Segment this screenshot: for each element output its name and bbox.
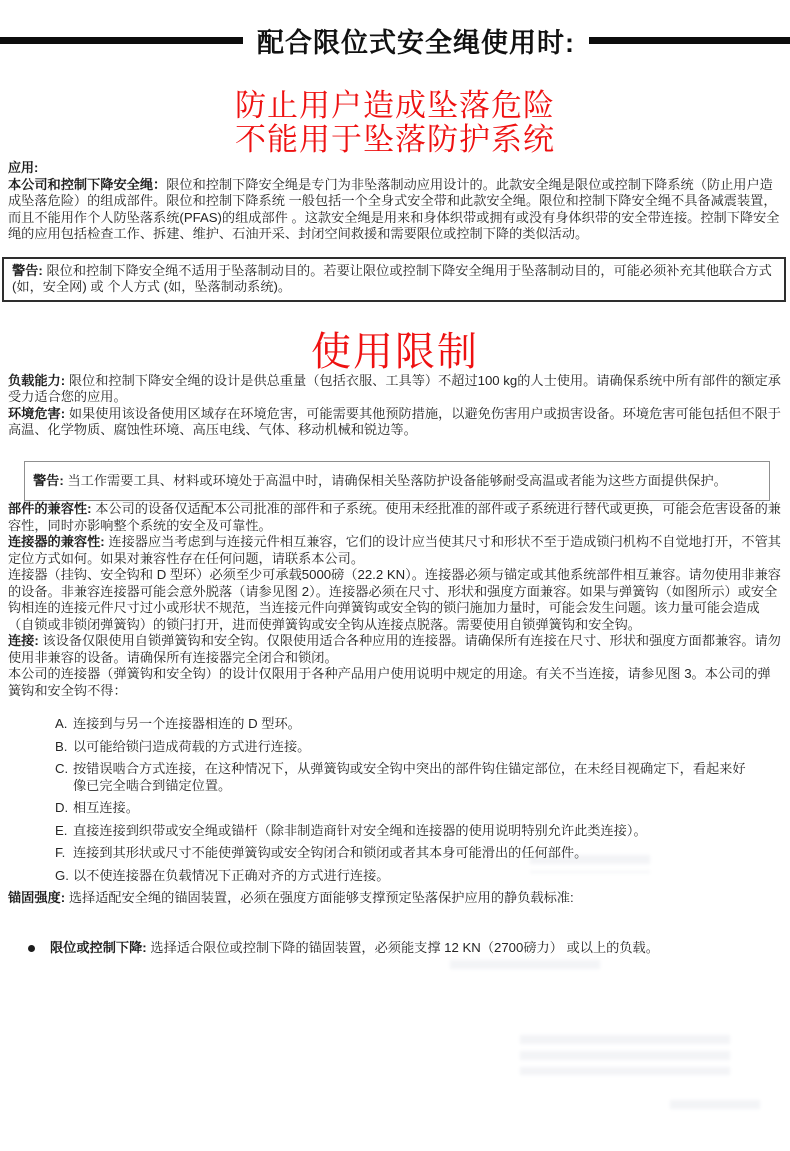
list-item [55, 739, 782, 756]
document-body [0, 160, 790, 956]
connection-paragraph [8, 633, 782, 666]
red-alert [0, 89, 790, 157]
anchorage-bullet-text: 选择适合限位或控制下降的锚固装置，必须能支撑 12 KN（2700磅力） 或以上的负载。 [150, 939, 659, 955]
prohibited-connections-list [55, 716, 782, 884]
list-item-letter: D. [55, 800, 69, 815]
red-alert-line1: 防止用户造成坠落危险 [235, 88, 555, 123]
warning-1-paragraph [12, 263, 776, 296]
page-header [0, 0, 790, 56]
component-compat-text: 本公司的设备仅适配本公司批准的部件和子系统。使用未经批准的部件或子系统进行替代或更换，可能会危害设备的兼容性，同时亦影响整个系统的安全及可靠性。 [8, 501, 781, 533]
list-item-text: 按错误啮合方式连接，在这种情况下，从弹簧钩或安全钩中突出的部件钩住锚定部位，在未经目视确定下，看起来好像已完全啮合到锚定位置。 [73, 761, 746, 793]
list-item-text: 以不使连接器在负载情况下正确对齐的方式进行连接。 [73, 867, 390, 883]
warning-box-1 [2, 257, 786, 302]
anchorage-bullet-paragraph [50, 940, 659, 957]
capacity-lead: 负载能力: [8, 372, 66, 388]
environment-lead: 环境危害: [8, 405, 66, 421]
list-item [55, 823, 782, 840]
list-item-letter: C. [55, 761, 69, 776]
connection-lead: 连接: [8, 633, 39, 648]
list-item [55, 761, 782, 794]
connector-compat-lead: 连接器的兼容性: [8, 534, 105, 549]
header-rule-left [0, 37, 243, 44]
list-item-letter: A. [55, 716, 68, 731]
header-rule-right [589, 37, 790, 44]
environment-text: 如果使用该设备使用区域存在环境危害，可能需要其他预防措施，以避免伤害用户或损害设备。环境危害可能包括但不限于高温、化学物质、腐蚀性环境、高压电线、气体、移动机械和锐边等。 [8, 405, 781, 437]
application-heading: 应用: [8, 160, 39, 175]
capacity-text: 限位和控制下降安全绳的设计是供总重量（包括衣服、工具等）不超过100 kg的人士使用。请确保系统中所有部件的额定承受力适合您的应用。 [8, 372, 781, 404]
application-paragraph [8, 177, 782, 243]
connector-compat-paragraph [8, 534, 782, 567]
connector-strength-paragraph: 连接器（挂钩、安全钩和 D 型环）必须至少可承载5000磅（22.2 KN）。连接器必须与锚定或其他系统部件相互兼容。请勿使用非兼容的设备。非兼容连接器可能会意外脱落（请参见图 2）。连接器必须在尺寸、形状和强度方面兼容。如果与弹簧钩（如图所示）或安全钩相连的连接元件尺寸过小或形状不规范，当连接元件向弹簧钩或安全钩的锁闩施加力量时，可能会发生问题。该力量可能会造成（自锁或非锁闭弹簧钩）的锁闩打开，进而使弹簧钩或安全钩从连接点脱落。需要使用自锁弹簧钩和安全钩。 [8, 567, 781, 632]
bleed-through-smudge [520, 1035, 730, 1075]
application-text: 限位和控制下降安全绳是专门为非坠落制动应用设计的。此款安全绳是限位或控制下降系统（防止用户造成坠落危险）的组成部件。限位和控制下降系统 一般包括一个全身式安全带和此款安全绳。限位和控制下降安全绳不具备减震装置，而且不能用作个人防坠落系统(PFAS)的组成部件 。这款安全绳是用来和身体织带或拥有或没有身体织带的安全带连接。控制下降安全绳的应用包括检查工作、拆建、维护、石油开采、封闭空间救援和需要限位或控制下降的类似活动。 [8, 176, 780, 241]
connector-compat-text: 连接器应当考虑到与连接元件相互兼容，它们的设计应当使其尺寸和形状不至于造成锁闩机构不自觉地打开，不管其定位方式如何。如果对兼容性存在任何问题，请联系本公司。 [8, 534, 781, 566]
list-item-letter: F. [55, 845, 66, 860]
anchorage-lead: 锚固强度: [8, 890, 66, 905]
anchorage-text: 选择适配安全绳的锚固装置，必须在强度方面能够支撑预定坠落保护应用的静负载标准: [68, 890, 574, 905]
warning-box-2 [24, 461, 770, 502]
application-lead: 本公司和控制下降安全绳： [8, 176, 167, 192]
warning-2-lead: 警告: [33, 472, 64, 488]
warning-1-lead: 警告: [12, 262, 43, 278]
bleed-through-smudge [670, 1100, 760, 1112]
anchorage-bullet-lead: 限位或控制下降: [50, 939, 147, 955]
bullet-icon [28, 945, 35, 952]
list-item-text: 连接到与另一个连接器相连的 D 型环。 [73, 716, 301, 731]
component-compat-paragraph [8, 501, 782, 534]
list-item-letter: G. [55, 867, 69, 883]
list-item [55, 800, 782, 817]
page-title: 配合限位式安全绳使用时: [257, 27, 575, 58]
list-item-text: 相互连接。 [73, 800, 139, 815]
bleed-through-smudge [450, 960, 600, 976]
list-item-text: 以可能给锁闩造成荷载的方式进行连接。 [73, 738, 311, 754]
list-item [55, 845, 782, 862]
list-item-text: 连接到其形状或尺寸不能使弹簧钩或安全钩闭合和锁闭或者其本身可能滑出的任何部件。 [73, 845, 588, 860]
list-item-letter: B. [55, 738, 68, 754]
anchorage-paragraph [8, 890, 782, 907]
connection-text: 该设备仅限使用自锁弹簧钩和安全钩。仅限使用适合各种应用的连接器。请确保所有连接在尺寸、形状和强度方面都兼容。请勿使用非兼容的设备。请确保所有连接器完全闭合和锁闭。 [8, 633, 781, 665]
warning-2-paragraph [33, 473, 761, 490]
making-connections-paragraph: 本公司的连接器（弹簧钩和安全钩）的设计仅限用于各种产品用户使用说明中规定的用途。有关不当连接，请参见图 3。本公司的弹簧钩和安全钩不得： [8, 666, 771, 698]
environment-paragraph [8, 406, 782, 439]
anchorage-bullet-item [28, 940, 782, 957]
list-item-text: 直接连接到织带或安全绳或锚杆（除非制造商针对安全绳和连接器的使用说明特别允许此类连接）。 [73, 822, 647, 838]
list-item [55, 868, 782, 885]
list-item-letter: E. [55, 822, 68, 838]
component-compat-lead: 部件的兼容性: [8, 501, 92, 516]
capacity-paragraph [8, 373, 782, 406]
warning-1-text: 限位和控制下降安全绳不适用于坠落制动目的。若要让限位或控制下降安全绳用于坠落制动目的，可能必须补充其他联合方式 (如，安全网) 或 个人方式 (如，坠落制动系统)。 [12, 262, 772, 294]
section-title-usage-limits: 使用限制 [311, 329, 479, 374]
list-item [55, 716, 782, 733]
warning-2-text: 当工作需要工具、材料或环境处于高温中时，请确保相关坠落防护设备能够耐受高温或者能为这些方面提供保护。 [67, 472, 727, 488]
red-alert-line2: 不能用于坠落防护系统 [235, 122, 555, 157]
